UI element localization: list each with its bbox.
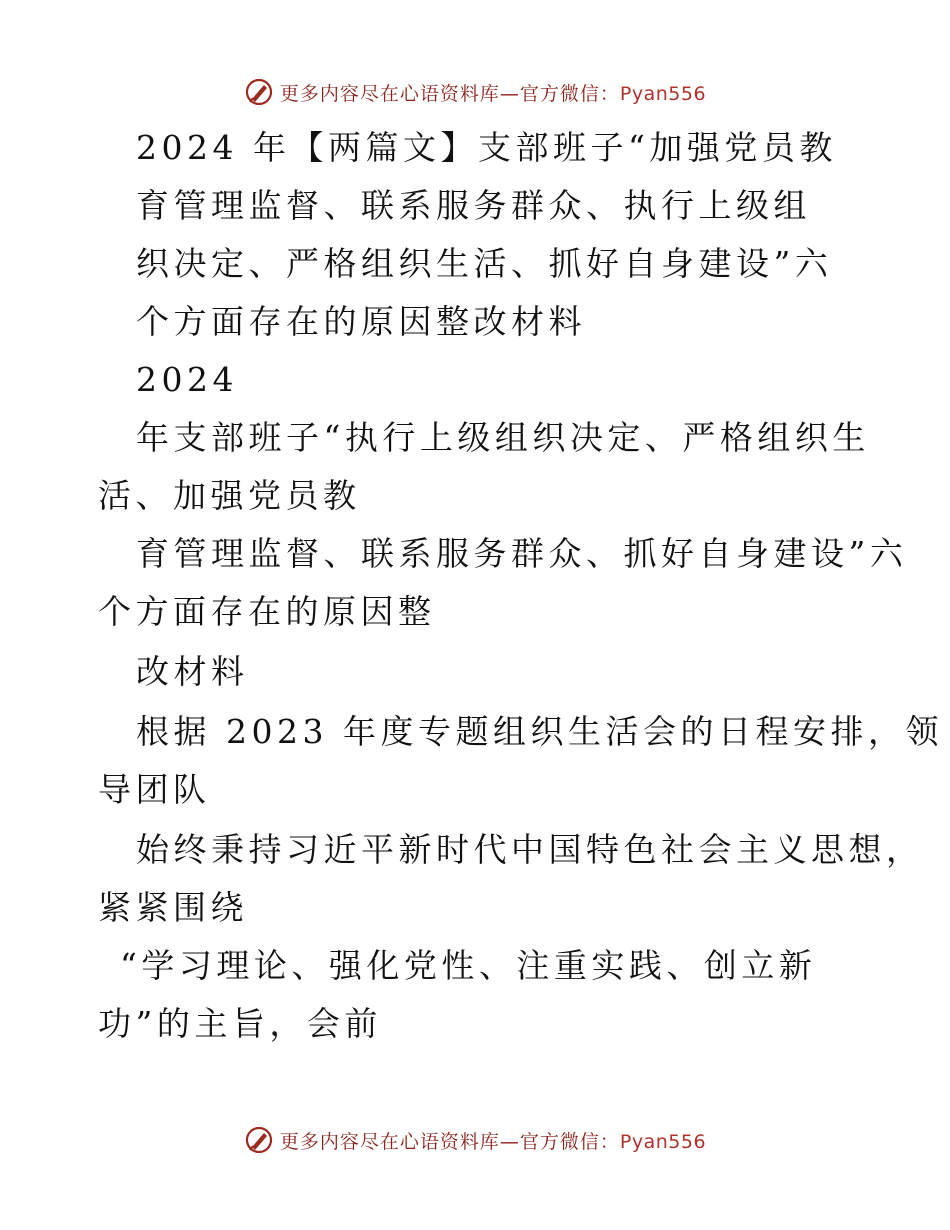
body-line: 改材料 <box>136 652 249 691</box>
title-line: 织决定、严格组织生活、抓好自身建设”六 <box>136 244 833 283</box>
watermark-text: 更多内容尽在心语资料库—官方微信：Pyan556 <box>279 1130 707 1153</box>
body-line: 活、加强党员教 <box>98 476 361 515</box>
watermark-text: 更多内容尽在心语资料库—官方微信：Pyan556 <box>279 82 707 105</box>
body-line: 始终秉持习近平新时代中国特色社会主义思想， <box>136 830 924 869</box>
body-line: 育管理监督、联系服务群众、抓好自身建设”六 <box>136 534 908 573</box>
title-line: 育管理监督、联系服务群众、执行上级组 <box>136 186 811 225</box>
body-line: 根据 2023 年度专题组织生活会的日程安排，领 <box>136 712 943 751</box>
pen-seal-logo-icon <box>244 1125 274 1155</box>
body-line: 年支部班子“执行上级组织决定、严格组织生 <box>136 418 870 457</box>
bottom-watermark-banner <box>0 1120 950 1160</box>
body-line: 导团队 <box>98 770 211 809</box>
body-line: 功”的主旨，会前 <box>98 1004 382 1043</box>
body-line: 2024 <box>136 360 238 399</box>
title-line: 2024 年【两篇文】支部班子“加强党员教 <box>136 128 837 167</box>
body-line: “学习理论、强化党性、注重实践、创立新 <box>120 946 817 985</box>
title-line: 个方面存在的原因整改材料 <box>136 302 586 341</box>
body-line: 紧紧围绕 <box>98 888 248 927</box>
body-line: 个方面存在的原因整 <box>98 592 436 631</box>
